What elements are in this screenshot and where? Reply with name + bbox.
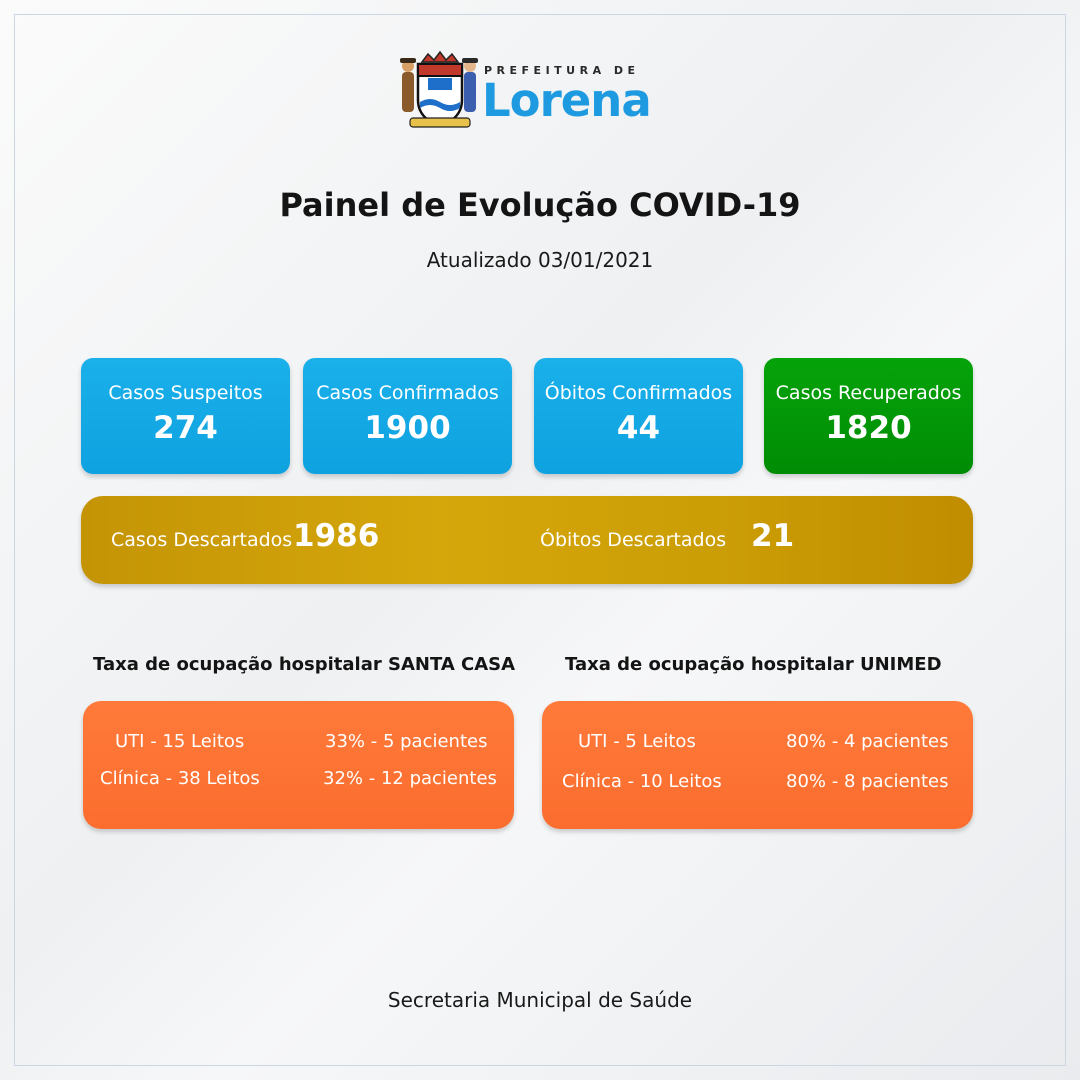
santa-casa-panel bbox=[83, 701, 514, 829]
card-casos-confirmados bbox=[303, 358, 512, 474]
unimed-clinic-beds: Clínica - 10 Leitos bbox=[562, 771, 722, 792]
unimed-uti-rate: 80% - 4 pacientes bbox=[786, 731, 949, 752]
santa-casa-clinic-rate: 32% - 12 pacientes bbox=[323, 768, 497, 789]
page-title: Painel de Evolução COVID-19 bbox=[279, 186, 801, 224]
santa-casa-title: Taxa de ocupação hospitalar SANTA CASA bbox=[93, 654, 516, 675]
coat-of-arms-icon bbox=[398, 50, 482, 134]
card-value: 1820 bbox=[825, 410, 912, 446]
casos-descartados-label: Casos Descartados bbox=[111, 529, 293, 551]
prefeitura-logo bbox=[398, 50, 688, 134]
card-value: 44 bbox=[616, 410, 661, 446]
unimed-clinic-rate: 80% - 8 pacientes bbox=[786, 771, 949, 792]
update-date: Atualizado 03/01/2021 bbox=[426, 248, 654, 272]
card-label: Casos Recuperados bbox=[775, 382, 962, 404]
card-value: 274 bbox=[153, 410, 218, 446]
card-casos-recuperados bbox=[764, 358, 973, 474]
logo-prefix: PREFEITURA DE bbox=[484, 64, 640, 77]
card-label: Óbitos Confirmados bbox=[544, 382, 733, 404]
casos-descartados-value: 1986 bbox=[293, 518, 380, 554]
card-value: 1900 bbox=[364, 410, 451, 446]
obitos-descartados-label: Óbitos Descartados bbox=[540, 529, 727, 551]
unimed-uti-beds: UTI - 5 Leitos bbox=[578, 731, 696, 752]
obitos-descartados-value: 21 bbox=[751, 518, 795, 554]
card-obitos-confirmados bbox=[534, 358, 743, 474]
card-label: Casos Confirmados bbox=[316, 382, 499, 404]
logo-name: Lorena bbox=[482, 74, 651, 127]
discarded-panel bbox=[81, 496, 973, 584]
unimed-title: Taxa de ocupação hospitalar UNIMED bbox=[565, 654, 942, 675]
santa-casa-uti-beds: UTI - 15 Leitos bbox=[115, 731, 245, 752]
unimed-panel bbox=[542, 701, 973, 829]
card-casos-suspeitos bbox=[81, 358, 290, 474]
santa-casa-clinic-beds: Clínica - 38 Leitos bbox=[100, 768, 260, 789]
card-label: Casos Suspeitos bbox=[108, 382, 263, 404]
santa-casa-uti-rate: 33% - 5 pacientes bbox=[325, 731, 488, 752]
footer-text: Secretaria Municipal de Saúde bbox=[387, 988, 693, 1012]
